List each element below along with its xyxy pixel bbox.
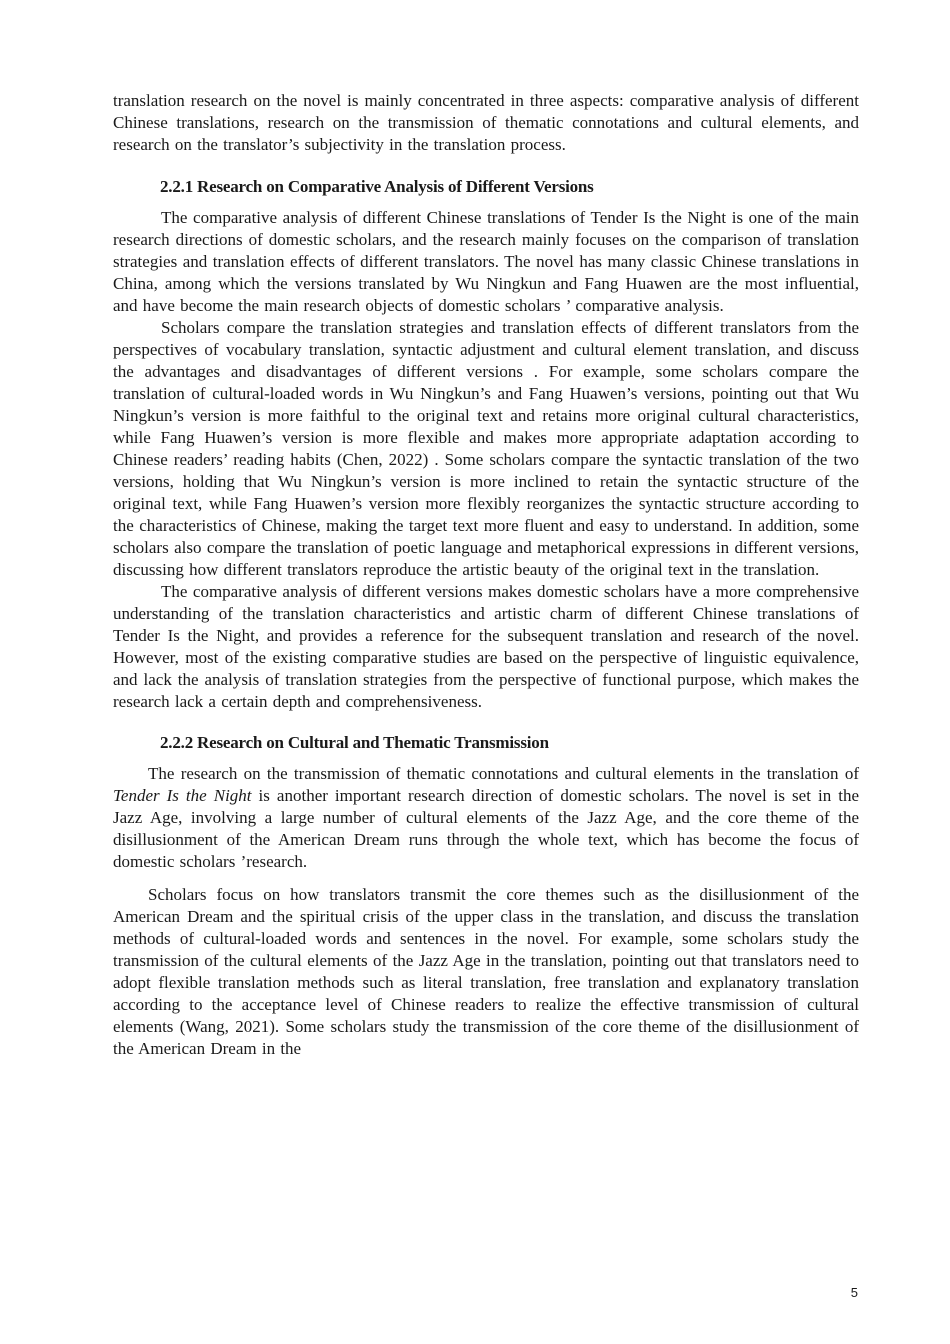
paragraph-cultural-focus: Scholars focus on how translators transmit the core themes such as the disillusionment of the American Dream and the spiritual crisis of the upper class in the translation, and discuss the translation methods of cultural-loaded words and sentences in the novel. For example, some scholars study the transmission of the cultural elements of the Jazz Age in the translation, pointing out that translators need to adopt flexible translation methods such as literal translation, free translation and explanatory translation according to the acceptance level of Chinese readers to realize the effective transmission of cultural elements (Wang, 2021). Some scholars study the transmission of the core theme of the disillusionment of the American Dream in the: [113, 885, 859, 1058]
paragraph-text: The research on the transmission of thematic connotations and cultural elements in the translation of: [148, 764, 859, 783]
document-page: [113, 90, 859, 1060]
section-heading-2-2-1: 2.2.1 Research on Comparative Analysis of Different Versions: [160, 177, 594, 196]
intro-paragraph: translation research on the novel is mainly concentrated in three aspects: comparative analysis of different Chinese translations, research on the transmission of thematic connotations and cultural elements, and research on the translator’s subjectivity in the translation process.: [113, 91, 859, 154]
book-title: Tender Is the Night: [113, 786, 252, 805]
page-number: 5: [850, 1285, 858, 1300]
paragraph-cultural-intro: [113, 763, 859, 873]
paragraph-text: is another important research direction of domestic scholars. The novel is set in the Jazz Age, involving a large number of cultural elements of the Jazz Age, and the core theme of the disillusionment of the American Dream runs through the whole text, which has become the focus of domestic scholars ’research.: [113, 786, 859, 871]
paragraph-comparative-summary: The comparative analysis of different versions makes domestic scholars have a more comprehensive understanding of the translation characteristics and artistic charm of different Chinese translations of Tender Is the Night, and provides a reference for the subsequent translation and research of the novel. However, most of the existing comparative studies are based on the perspective of linguistic equivalence, and lack the analysis of translation strategies from the perspective of functional purpose, which makes the research lack a certain depth and comprehensiveness.: [113, 582, 859, 711]
paragraph-comparative-strategies: Scholars compare the translation strategies and translation effects of different translators from the perspectives of vocabulary translation, syntactic adjustment and cultural element translation, and discuss the advantages and disadvantages of different versions . For example, some scholars compare the translation of cultural-loaded words in Wu Ningkun’s and Fang Huawen’s versions, pointing out that Wu Ningkun’s version is more faithful to the original text and retains more original cultural characteristics, while Fang Huawen’s version is more flexible and makes more appropriate adaptation according to Chinese readers’ reading habits (Chen, 2022) . Some scholars compare the syntactic translation of the two versions, holding that Wu Ningkun’s version is more inclined to retain the syntactic structure of the original text, while Fang Huawen’s version more flexibly reorganizes the syntactic structure according to the characteristics of Chinese, making the target text more fluent and easy to understand. In addition, some scholars also compare the translation of poetic language and metaphorical expressions in different versions, discussing how different translators reproduce the artistic beauty of the original text in the translation.: [113, 318, 859, 579]
section-heading-2-2-2: 2.2.2 Research on Cultural and Thematic Transmission: [160, 733, 549, 752]
paragraph-comparative-overview: The comparative analysis of different Chinese translations of Tender Is the Night is one of the main research directions of domestic scholars, and the research mainly focuses on the comparison of translation strategies and translation effects of different translators. The novel has many classic Chinese translations in China, among which the versions translated by Wu Ningkun and Fang Huawen are the most influential, and have become the main research objects of domestic scholars ’ comparative analysis.: [113, 208, 859, 315]
